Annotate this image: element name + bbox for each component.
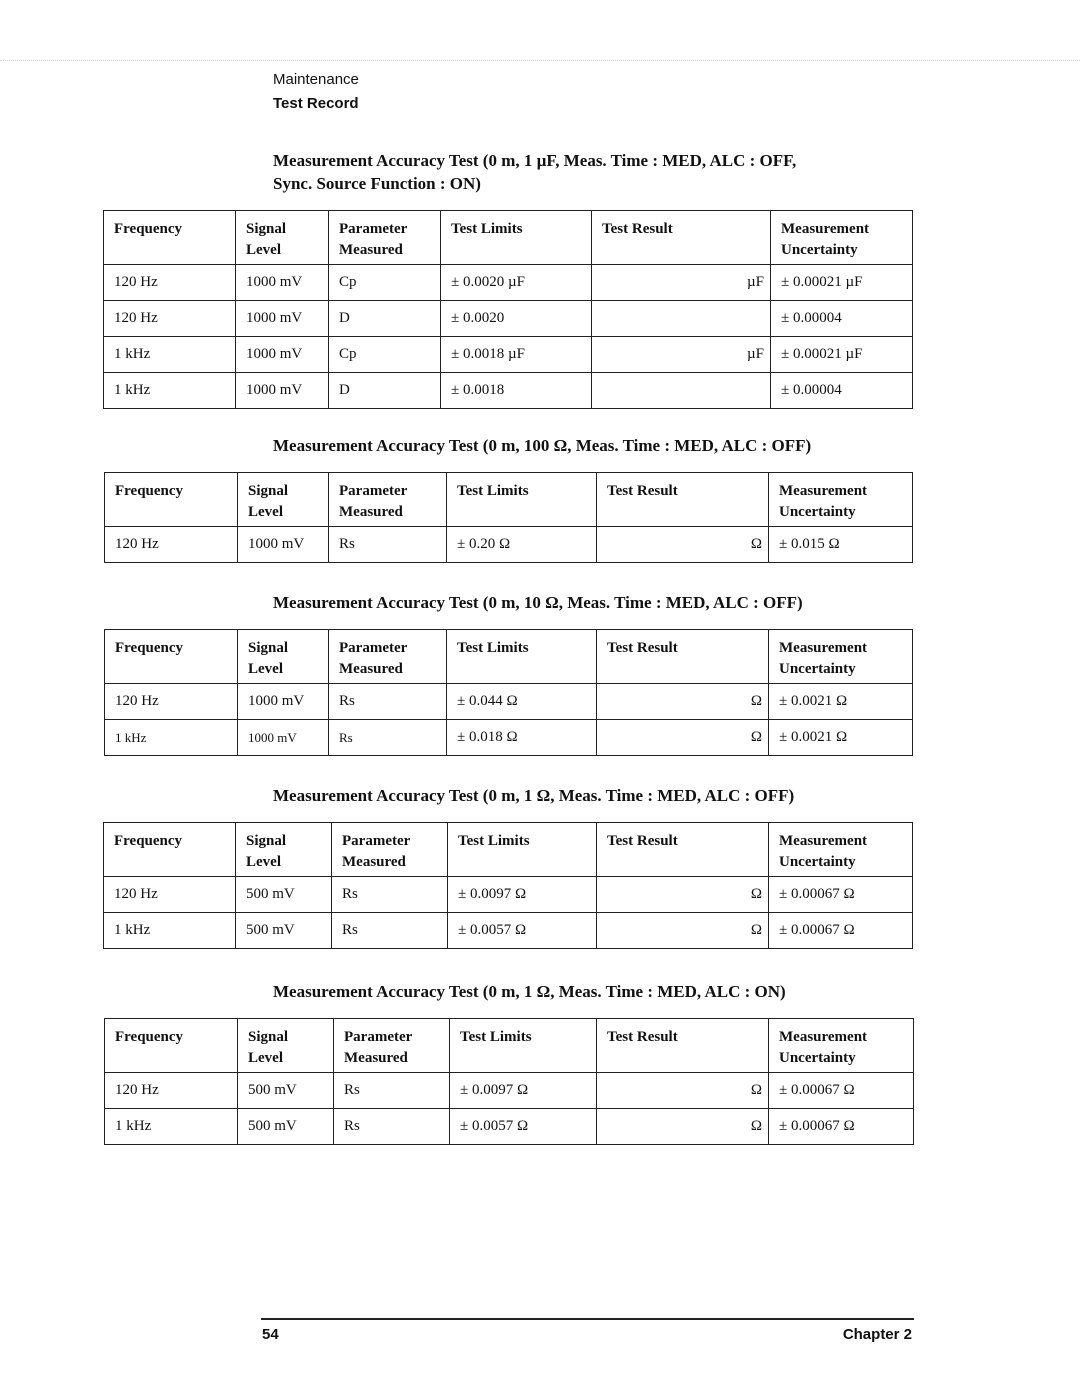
test-table-1 bbox=[103, 210, 913, 409]
cell-signal-level: 1000 mV bbox=[236, 301, 329, 337]
cell-signal-level: 500 mV bbox=[236, 877, 332, 913]
cell-parameter: Cp bbox=[329, 265, 441, 301]
col-signal-level: Signal Level bbox=[236, 823, 332, 877]
cell-signal-level: 500 mV bbox=[238, 1109, 334, 1145]
cell-frequency: 1 kHz bbox=[104, 913, 236, 949]
cell-test-limits: ± 0.0018 bbox=[441, 373, 592, 409]
test-heading-4: Measurement Accuracy Test (0 m, 1 Ω, Meas. Time : MED, ALC : OFF) bbox=[273, 786, 795, 805]
test-table-2 bbox=[104, 472, 913, 563]
col-frequency: Frequency bbox=[104, 211, 236, 265]
cell-uncertainty: ± 0.00067 Ω bbox=[769, 1109, 914, 1145]
cell-parameter: Rs bbox=[332, 877, 448, 913]
cell-parameter: D bbox=[329, 301, 441, 337]
col-test-limits: Test Limits bbox=[448, 823, 597, 877]
table-header-row bbox=[105, 1019, 914, 1073]
cell-test-result[interactable]: Ω bbox=[597, 1073, 769, 1109]
cell-frequency: 120 Hz bbox=[104, 877, 236, 913]
table-row bbox=[104, 373, 913, 409]
col-parameter: Parameter Measured bbox=[334, 1019, 450, 1073]
col-frequency: Frequency bbox=[105, 473, 238, 527]
cell-test-result[interactable]: Ω bbox=[597, 877, 769, 913]
table-header-row bbox=[104, 823, 913, 877]
cell-test-result[interactable] bbox=[592, 301, 771, 337]
col-test-limits: Test Limits bbox=[441, 211, 592, 265]
cell-parameter: Cp bbox=[329, 337, 441, 373]
table-row bbox=[105, 527, 913, 563]
table-row bbox=[105, 1109, 914, 1145]
cell-parameter: Rs bbox=[329, 684, 447, 720]
cell-test-limits: ± 0.018 Ω bbox=[447, 720, 597, 756]
cell-test-limits: ± 0.0020 bbox=[441, 301, 592, 337]
test-heading-1-line2: Sync. Source Function : ON) bbox=[273, 174, 481, 193]
cell-test-result[interactable]: Ω bbox=[597, 1109, 769, 1145]
test-table-5 bbox=[104, 1018, 914, 1145]
cell-signal-level: 1000 mV bbox=[238, 684, 329, 720]
cell-test-result[interactable]: µF bbox=[592, 265, 771, 301]
cell-test-limits: ± 0.0057 Ω bbox=[448, 913, 597, 949]
table-row bbox=[104, 913, 913, 949]
cell-signal-level: 1000 mV bbox=[238, 720, 329, 756]
cell-test-result[interactable] bbox=[592, 373, 771, 409]
col-signal-level: Signal Level bbox=[236, 211, 329, 265]
cell-frequency: 120 Hz bbox=[105, 684, 238, 720]
table-row bbox=[104, 877, 913, 913]
cell-test-limits: ± 0.0097 Ω bbox=[448, 877, 597, 913]
col-parameter: Parameter Measured bbox=[332, 823, 448, 877]
cell-parameter: Rs bbox=[329, 720, 447, 756]
col-test-result: Test Result bbox=[597, 473, 769, 527]
running-header-section: Maintenance bbox=[273, 71, 359, 88]
cell-test-result[interactable]: µF bbox=[592, 337, 771, 373]
cell-signal-level: 500 mV bbox=[238, 1073, 334, 1109]
table-row bbox=[105, 684, 913, 720]
footer-rule bbox=[261, 1318, 914, 1320]
col-test-result: Test Result bbox=[597, 630, 769, 684]
cell-test-limits: ± 0.0018 µF bbox=[441, 337, 592, 373]
cell-signal-level: 1000 mV bbox=[236, 265, 329, 301]
col-uncertainty: Measurement Uncertainty bbox=[771, 211, 913, 265]
test-heading-5: Measurement Accuracy Test (0 m, 1 Ω, Meas. Time : MED, ALC : ON) bbox=[273, 982, 786, 1001]
table-row bbox=[104, 301, 913, 337]
test-table-3 bbox=[104, 629, 913, 756]
cell-signal-level: 1000 mV bbox=[236, 337, 329, 373]
cell-test-result[interactable]: Ω bbox=[597, 913, 769, 949]
cell-uncertainty: ± 0.00067 Ω bbox=[769, 877, 913, 913]
cell-uncertainty: ± 0.00004 bbox=[771, 301, 913, 337]
col-parameter: Parameter Measured bbox=[329, 630, 447, 684]
table-row bbox=[104, 265, 913, 301]
cell-frequency: 1 kHz bbox=[105, 1109, 238, 1145]
col-signal-level: Signal Level bbox=[238, 630, 329, 684]
col-signal-level: Signal Level bbox=[238, 1019, 334, 1073]
col-frequency: Frequency bbox=[104, 823, 236, 877]
cell-test-limits: ± 0.0097 Ω bbox=[450, 1073, 597, 1109]
cell-test-limits: ± 0.0020 µF bbox=[441, 265, 592, 301]
test-heading-1-line1: Measurement Accuracy Test (0 m, 1 µF, Meas. Time : MED, ALC : OFF, bbox=[273, 151, 797, 170]
test-heading-3: Measurement Accuracy Test (0 m, 10 Ω, Meas. Time : MED, ALC : OFF) bbox=[273, 593, 803, 612]
cell-uncertainty: ± 0.00021 µF bbox=[771, 337, 913, 373]
test-heading-1 bbox=[273, 149, 796, 195]
cell-frequency: 1 kHz bbox=[104, 373, 236, 409]
col-test-result: Test Result bbox=[592, 211, 771, 265]
cell-frequency: 1 kHz bbox=[104, 337, 236, 373]
col-frequency: Frequency bbox=[105, 1019, 238, 1073]
col-uncertainty: Measurement Uncertainty bbox=[769, 630, 913, 684]
cell-frequency: 120 Hz bbox=[104, 265, 236, 301]
cell-frequency: 1 kHz bbox=[105, 720, 238, 756]
col-uncertainty: Measurement Uncertainty bbox=[769, 473, 913, 527]
cell-uncertainty: ± 0.015 Ω bbox=[769, 527, 913, 563]
cell-test-result[interactable]: Ω bbox=[597, 684, 769, 720]
cell-uncertainty: ± 0.0021 Ω bbox=[769, 720, 913, 756]
cell-uncertainty: ± 0.00067 Ω bbox=[769, 1073, 914, 1109]
cell-parameter: Rs bbox=[334, 1109, 450, 1145]
table-row bbox=[104, 337, 913, 373]
col-test-result: Test Result bbox=[597, 823, 769, 877]
cell-test-result[interactable]: Ω bbox=[597, 527, 769, 563]
cell-signal-level: 1000 mV bbox=[238, 527, 329, 563]
cell-signal-level: 500 mV bbox=[236, 913, 332, 949]
col-signal-level: Signal Level bbox=[238, 473, 329, 527]
col-parameter: Parameter Measured bbox=[329, 211, 441, 265]
cell-signal-level: 1000 mV bbox=[236, 373, 329, 409]
cell-parameter: D bbox=[329, 373, 441, 409]
test-heading-2: Measurement Accuracy Test (0 m, 100 Ω, Meas. Time : MED, ALC : OFF) bbox=[273, 436, 812, 455]
table-row bbox=[105, 1073, 914, 1109]
page-number: 54 bbox=[262, 1326, 279, 1343]
cell-frequency: 120 Hz bbox=[104, 301, 236, 337]
cell-uncertainty: ± 0.00067 Ω bbox=[769, 913, 913, 949]
cell-test-limits: ± 0.0057 Ω bbox=[450, 1109, 597, 1145]
col-uncertainty: Measurement Uncertainty bbox=[769, 1019, 914, 1073]
cell-test-limits: ± 0.044 Ω bbox=[447, 684, 597, 720]
cell-uncertainty: ± 0.00004 bbox=[771, 373, 913, 409]
col-test-result: Test Result bbox=[597, 1019, 769, 1073]
table-header-row bbox=[105, 473, 913, 527]
chapter-label: Chapter 2 bbox=[842, 1326, 912, 1343]
cell-parameter: Rs bbox=[332, 913, 448, 949]
running-header-title: Test Record bbox=[273, 95, 359, 112]
cell-frequency: 120 Hz bbox=[105, 527, 238, 563]
test-table-4 bbox=[103, 822, 913, 949]
cell-parameter: Rs bbox=[329, 527, 447, 563]
cell-uncertainty: ± 0.0021 Ω bbox=[769, 684, 913, 720]
cell-test-result[interactable]: Ω bbox=[597, 720, 769, 756]
col-uncertainty: Measurement Uncertainty bbox=[769, 823, 913, 877]
col-test-limits: Test Limits bbox=[447, 473, 597, 527]
table-row bbox=[105, 720, 913, 756]
cell-frequency: 120 Hz bbox=[105, 1073, 238, 1109]
col-test-limits: Test Limits bbox=[450, 1019, 597, 1073]
cell-test-limits: ± 0.20 Ω bbox=[447, 527, 597, 563]
col-test-limits: Test Limits bbox=[447, 630, 597, 684]
table-header-row bbox=[104, 211, 913, 265]
cell-uncertainty: ± 0.00021 µF bbox=[771, 265, 913, 301]
col-parameter: Parameter Measured bbox=[329, 473, 447, 527]
col-frequency: Frequency bbox=[105, 630, 238, 684]
table-header-row bbox=[105, 630, 913, 684]
cell-parameter: Rs bbox=[334, 1073, 450, 1109]
scan-top-edge bbox=[0, 60, 1080, 61]
